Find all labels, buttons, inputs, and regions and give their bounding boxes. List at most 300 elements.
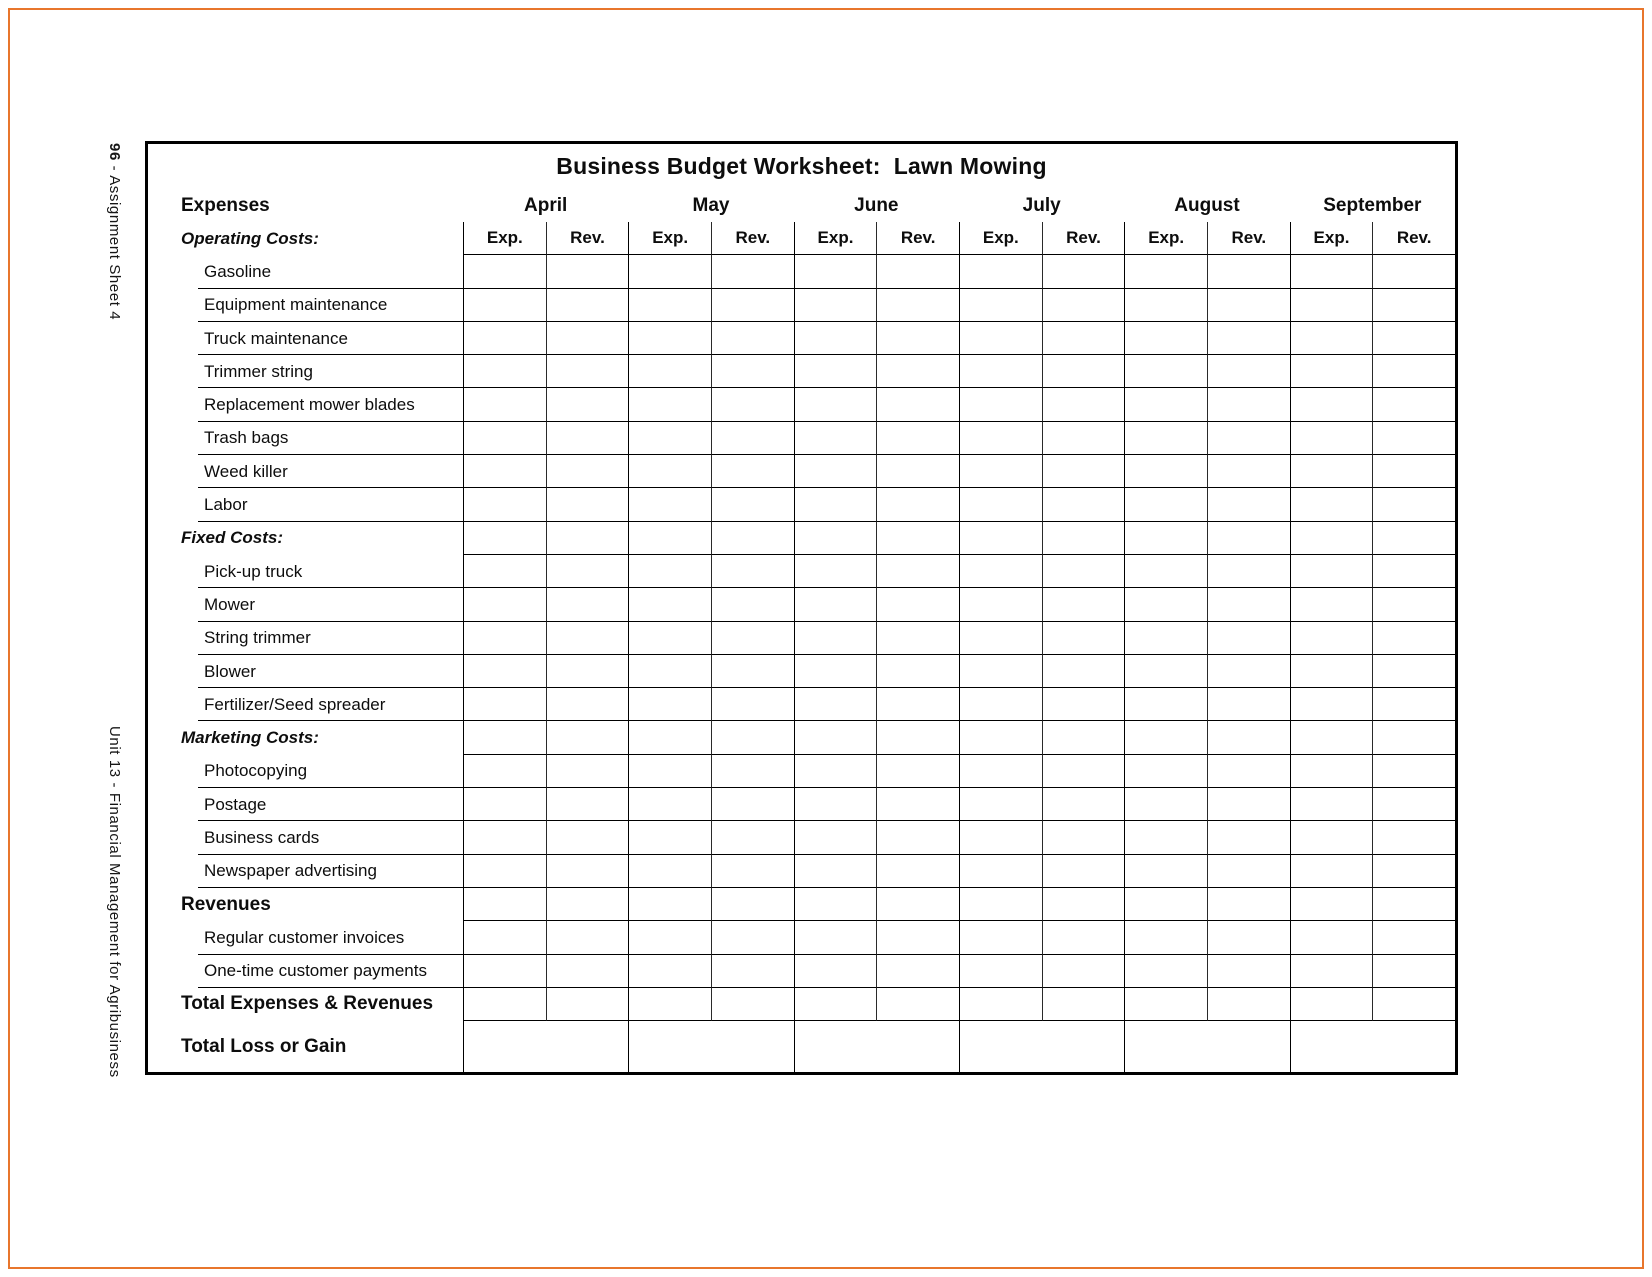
worksheet-cell bbox=[546, 788, 629, 821]
worksheet-cell bbox=[1372, 688, 1455, 721]
worksheet-cell bbox=[876, 955, 959, 988]
worksheet-cell bbox=[876, 755, 959, 788]
worksheet-row bbox=[148, 988, 1455, 1021]
worksheet-cell bbox=[711, 888, 794, 921]
worksheet-cell bbox=[628, 289, 711, 322]
worksheet-cell bbox=[1372, 622, 1455, 655]
worksheet-cell bbox=[1042, 588, 1125, 621]
row-label bbox=[148, 588, 463, 621]
row-label-text: Truck maintenance bbox=[204, 328, 348, 348]
worksheet-cell bbox=[1372, 788, 1455, 821]
worksheet-cell bbox=[1290, 788, 1373, 821]
worksheet-cell bbox=[959, 821, 1042, 854]
worksheet-cell bbox=[1042, 555, 1125, 588]
worksheet-cell bbox=[546, 888, 629, 921]
worksheet-cell bbox=[1207, 721, 1290, 754]
worksheet-cell bbox=[711, 422, 794, 455]
worksheet-cell bbox=[1290, 921, 1373, 954]
worksheet-cell bbox=[628, 522, 711, 555]
worksheet-cell bbox=[1042, 355, 1125, 388]
exp-column-header: Exp. bbox=[628, 222, 711, 255]
worksheet-cell bbox=[1124, 422, 1207, 455]
worksheet-cell bbox=[794, 555, 877, 588]
worksheet-cell bbox=[463, 1021, 546, 1072]
row-label bbox=[148, 555, 463, 588]
worksheet-cell bbox=[1372, 1021, 1455, 1072]
exp-column-header: Exp. bbox=[463, 222, 546, 255]
rev-column-header: Rev. bbox=[1207, 222, 1290, 255]
row-label-text: Revenues bbox=[181, 893, 271, 915]
worksheet-cell bbox=[628, 455, 711, 488]
worksheet-cell bbox=[794, 655, 877, 688]
worksheet-cell bbox=[876, 888, 959, 921]
worksheet-cell bbox=[1290, 255, 1373, 288]
worksheet-row bbox=[148, 855, 1455, 888]
worksheet-cell bbox=[628, 821, 711, 854]
worksheet-cell bbox=[1207, 555, 1290, 588]
worksheet-cell bbox=[959, 955, 1042, 988]
worksheet-cell bbox=[1207, 821, 1290, 854]
worksheet-cell bbox=[794, 622, 877, 655]
worksheet-cell bbox=[711, 555, 794, 588]
worksheet-cell bbox=[794, 255, 877, 288]
worksheet-cell bbox=[1124, 455, 1207, 488]
worksheet-cell bbox=[1124, 488, 1207, 521]
worksheet-cell bbox=[1042, 488, 1125, 521]
row-label-text: Labor bbox=[204, 495, 248, 515]
worksheet-cell bbox=[1372, 588, 1455, 621]
row-label-text: Trash bags bbox=[204, 428, 289, 448]
worksheet-cell bbox=[546, 721, 629, 754]
worksheet-cell bbox=[1124, 388, 1207, 421]
worksheet-cell bbox=[1207, 255, 1290, 288]
worksheet-cell bbox=[794, 322, 877, 355]
row-label-text: Pick-up truck bbox=[204, 561, 303, 581]
worksheet-cell bbox=[1042, 955, 1125, 988]
worksheet-cell bbox=[1372, 721, 1455, 754]
worksheet-cell bbox=[711, 255, 794, 288]
worksheet-cell bbox=[1207, 788, 1290, 821]
worksheet-cell bbox=[959, 788, 1042, 821]
row-label-text: Total Expenses & Revenues bbox=[181, 993, 434, 1015]
worksheet-cell bbox=[711, 1021, 794, 1072]
worksheet-cell bbox=[959, 588, 1042, 621]
worksheet-cell bbox=[876, 322, 959, 355]
worksheet-cell bbox=[959, 1021, 1042, 1072]
worksheet-cell bbox=[1207, 622, 1290, 655]
worksheet-cell bbox=[1042, 888, 1125, 921]
worksheet-cell bbox=[1124, 655, 1207, 688]
worksheet-cell bbox=[1372, 855, 1455, 888]
worksheet-cell bbox=[1290, 888, 1373, 921]
worksheet-cell bbox=[711, 788, 794, 821]
worksheet-cell bbox=[959, 488, 1042, 521]
rev-column-header: Rev. bbox=[1372, 222, 1455, 255]
worksheet-cell bbox=[1207, 1021, 1290, 1072]
worksheet-cell bbox=[1290, 688, 1373, 721]
worksheet-cell bbox=[1290, 721, 1373, 754]
worksheet-cell bbox=[794, 955, 877, 988]
worksheet-cell bbox=[1124, 688, 1207, 721]
worksheet-row bbox=[148, 755, 1455, 788]
worksheet-cell bbox=[959, 388, 1042, 421]
worksheet-cell bbox=[1372, 821, 1455, 854]
row-label bbox=[148, 255, 463, 288]
worksheet-cell bbox=[1042, 455, 1125, 488]
worksheet-cell bbox=[711, 821, 794, 854]
worksheet-cell bbox=[876, 721, 959, 754]
row-label-text: Marketing Costs: bbox=[181, 728, 319, 748]
expenses-column-header: Expenses bbox=[181, 194, 270, 216]
worksheet-cell bbox=[1042, 322, 1125, 355]
row-label bbox=[148, 755, 463, 788]
worksheet-cell bbox=[794, 721, 877, 754]
worksheet-cell bbox=[463, 322, 546, 355]
worksheet-cell bbox=[876, 821, 959, 854]
worksheet-row bbox=[148, 488, 1455, 521]
worksheet-cell bbox=[1124, 255, 1207, 288]
worksheet-cell bbox=[1372, 921, 1455, 954]
worksheet-cell bbox=[1290, 488, 1373, 521]
worksheet-cell bbox=[959, 522, 1042, 555]
row-label-text: Equipment maintenance bbox=[204, 295, 388, 315]
worksheet-cell bbox=[711, 588, 794, 621]
worksheet-cell bbox=[794, 855, 877, 888]
worksheet-cell bbox=[711, 955, 794, 988]
row-label bbox=[148, 788, 463, 821]
worksheet-cell bbox=[546, 821, 629, 854]
worksheet-cell bbox=[711, 322, 794, 355]
month-header-june: June bbox=[854, 194, 899, 216]
worksheet-cell bbox=[628, 355, 711, 388]
worksheet-cell bbox=[628, 422, 711, 455]
worksheet-cell bbox=[794, 388, 877, 421]
worksheet-cell bbox=[794, 788, 877, 821]
worksheet-cell bbox=[959, 921, 1042, 954]
worksheet-cell bbox=[628, 1021, 711, 1072]
worksheet-cell bbox=[711, 488, 794, 521]
worksheet-cell bbox=[463, 622, 546, 655]
worksheet-cell bbox=[546, 988, 629, 1021]
row-label bbox=[148, 921, 463, 954]
worksheet-cell bbox=[876, 855, 959, 888]
worksheet-cell bbox=[628, 855, 711, 888]
worksheet-cell bbox=[628, 788, 711, 821]
worksheet-cell bbox=[1207, 988, 1290, 1021]
worksheet-cell bbox=[959, 655, 1042, 688]
worksheet-cell bbox=[794, 821, 877, 854]
worksheet-cell bbox=[546, 655, 629, 688]
month-header-row bbox=[148, 189, 1455, 222]
worksheet-cell bbox=[959, 755, 1042, 788]
worksheet-cell bbox=[1207, 688, 1290, 721]
worksheet-cell bbox=[794, 755, 877, 788]
worksheet-cell bbox=[1124, 855, 1207, 888]
worksheet-cell bbox=[1124, 355, 1207, 388]
worksheet-cell bbox=[463, 655, 546, 688]
row-label-text: Fertilizer/Seed spreader bbox=[204, 694, 386, 714]
row-label bbox=[148, 522, 463, 555]
worksheet-cell bbox=[463, 422, 546, 455]
worksheet-cell bbox=[959, 721, 1042, 754]
worksheet-row bbox=[148, 388, 1455, 421]
row-label bbox=[148, 855, 463, 888]
worksheet-cell bbox=[1042, 1021, 1125, 1072]
worksheet-cell bbox=[1042, 921, 1125, 954]
worksheet-cell bbox=[628, 755, 711, 788]
worksheet-row bbox=[148, 555, 1455, 588]
worksheet-cell bbox=[546, 921, 629, 954]
worksheet-cell bbox=[546, 255, 629, 288]
worksheet-cell bbox=[628, 388, 711, 421]
worksheet-cell bbox=[1207, 488, 1290, 521]
worksheet-cell bbox=[628, 488, 711, 521]
worksheet-cell bbox=[876, 488, 959, 521]
worksheet-cell bbox=[711, 522, 794, 555]
worksheet-cell bbox=[1372, 455, 1455, 488]
worksheet-cell bbox=[463, 488, 546, 521]
worksheet-cell bbox=[628, 921, 711, 954]
row-label bbox=[148, 422, 463, 455]
worksheet-cell bbox=[463, 821, 546, 854]
worksheet-cell bbox=[463, 255, 546, 288]
worksheet-cell bbox=[1290, 355, 1373, 388]
worksheet-cell bbox=[463, 788, 546, 821]
worksheet-row bbox=[148, 322, 1455, 355]
worksheet-cell bbox=[794, 1021, 877, 1072]
worksheet-cell bbox=[546, 289, 629, 322]
worksheet-cell bbox=[711, 721, 794, 754]
worksheet-cell bbox=[794, 988, 877, 1021]
worksheet-cell bbox=[711, 688, 794, 721]
worksheet-cell bbox=[1042, 855, 1125, 888]
page-number: 96 bbox=[106, 143, 123, 161]
worksheet-cell bbox=[546, 1021, 629, 1072]
row-label bbox=[148, 355, 463, 388]
worksheet-cell bbox=[1372, 322, 1455, 355]
worksheet-row bbox=[148, 955, 1455, 988]
worksheet-cell bbox=[876, 289, 959, 322]
worksheet-cell bbox=[794, 289, 877, 322]
worksheet-cell bbox=[463, 955, 546, 988]
row-label-text: Total Loss or Gain bbox=[181, 1035, 347, 1057]
worksheet-cell bbox=[876, 622, 959, 655]
worksheet-cell bbox=[794, 688, 877, 721]
worksheet-row bbox=[148, 821, 1455, 854]
worksheet-cell bbox=[546, 322, 629, 355]
worksheet-title: Business Budget Worksheet: Lawn Mowing bbox=[556, 153, 1047, 179]
worksheet-cell bbox=[628, 622, 711, 655]
worksheet-row bbox=[148, 222, 1455, 255]
month-header-august: August bbox=[1174, 194, 1240, 216]
worksheet-row bbox=[148, 1021, 1455, 1072]
worksheet-cell bbox=[1372, 955, 1455, 988]
worksheet-cell bbox=[628, 955, 711, 988]
worksheet-cell bbox=[463, 755, 546, 788]
worksheet-cell bbox=[1042, 655, 1125, 688]
row-label bbox=[148, 688, 463, 721]
worksheet-cell bbox=[711, 289, 794, 322]
worksheet-cell bbox=[1290, 555, 1373, 588]
worksheet-cell bbox=[628, 988, 711, 1021]
row-label bbox=[148, 655, 463, 688]
worksheet-cell bbox=[711, 755, 794, 788]
worksheet-row bbox=[148, 588, 1455, 621]
worksheet-cell bbox=[1124, 921, 1207, 954]
row-label-text: Operating Costs: bbox=[181, 228, 319, 248]
worksheet-cell bbox=[1124, 788, 1207, 821]
worksheet-cell bbox=[1372, 522, 1455, 555]
worksheet-cell bbox=[1124, 755, 1207, 788]
worksheet-cell bbox=[876, 921, 959, 954]
worksheet-row bbox=[148, 455, 1455, 488]
worksheet-cell bbox=[959, 688, 1042, 721]
worksheet-cell bbox=[794, 888, 877, 921]
worksheet-cell bbox=[876, 688, 959, 721]
worksheet-cell bbox=[1290, 1021, 1373, 1072]
row-label-text: Regular customer invoices bbox=[204, 927, 405, 947]
worksheet-row bbox=[148, 255, 1455, 288]
budget-worksheet-table bbox=[145, 141, 1458, 1075]
worksheet-cell bbox=[463, 888, 546, 921]
worksheet-cell bbox=[1207, 921, 1290, 954]
worksheet-row bbox=[148, 622, 1455, 655]
worksheet-cell bbox=[1207, 588, 1290, 621]
worksheet-cell bbox=[1207, 855, 1290, 888]
row-label-text: Fixed Costs: bbox=[181, 528, 284, 548]
worksheet-cell bbox=[794, 588, 877, 621]
worksheet-cell bbox=[711, 655, 794, 688]
worksheet-cell bbox=[463, 388, 546, 421]
row-label-text: Weed killer bbox=[204, 461, 288, 481]
worksheet-cell bbox=[1124, 555, 1207, 588]
worksheet-cell bbox=[876, 388, 959, 421]
row-label-text: One-time customer payments bbox=[204, 961, 427, 981]
worksheet-cell bbox=[1124, 955, 1207, 988]
month-header-may: May bbox=[692, 194, 730, 216]
worksheet-cell bbox=[1372, 655, 1455, 688]
worksheet-cell bbox=[876, 588, 959, 621]
row-label-text: Trimmer string bbox=[204, 361, 313, 381]
worksheet-cell bbox=[463, 921, 546, 954]
worksheet-cell bbox=[1042, 422, 1125, 455]
worksheet-cell bbox=[1290, 755, 1373, 788]
worksheet-cell bbox=[628, 555, 711, 588]
worksheet-row bbox=[148, 289, 1455, 322]
worksheet-cell bbox=[463, 455, 546, 488]
row-label bbox=[148, 888, 463, 921]
worksheet-cell bbox=[546, 388, 629, 421]
worksheet-cell bbox=[1207, 322, 1290, 355]
worksheet-cell bbox=[1290, 422, 1373, 455]
worksheet-cell bbox=[1290, 322, 1373, 355]
worksheet-cell bbox=[959, 289, 1042, 322]
worksheet-cell bbox=[1372, 488, 1455, 521]
worksheet-cell bbox=[628, 688, 711, 721]
worksheet-cell bbox=[1042, 688, 1125, 721]
worksheet-cell bbox=[1290, 988, 1373, 1021]
worksheet-cell bbox=[876, 422, 959, 455]
worksheet-cell bbox=[628, 588, 711, 621]
side-label-assignment bbox=[106, 143, 123, 320]
worksheet-cell bbox=[959, 322, 1042, 355]
worksheet-cell bbox=[463, 355, 546, 388]
row-label-text: Business cards bbox=[204, 827, 320, 847]
worksheet-cell bbox=[794, 488, 877, 521]
worksheet-cell bbox=[711, 988, 794, 1021]
exp-column-header: Exp. bbox=[959, 222, 1042, 255]
row-label-text: Postage bbox=[204, 794, 267, 814]
rev-column-header: Rev. bbox=[1042, 222, 1125, 255]
worksheet-cell bbox=[1372, 255, 1455, 288]
worksheet-cell bbox=[794, 522, 877, 555]
worksheet-cell bbox=[959, 855, 1042, 888]
worksheet-cell bbox=[876, 988, 959, 1021]
month-header-april: April bbox=[524, 194, 568, 216]
worksheet-cell bbox=[1042, 988, 1125, 1021]
worksheet-cell bbox=[546, 422, 629, 455]
month-header-july: July bbox=[1022, 194, 1061, 216]
worksheet-cell bbox=[711, 921, 794, 954]
worksheet-cell bbox=[1124, 821, 1207, 854]
worksheet-cell bbox=[1290, 655, 1373, 688]
exp-column-header: Exp. bbox=[1290, 222, 1373, 255]
worksheet-cell bbox=[1207, 388, 1290, 421]
worksheet-cell bbox=[463, 855, 546, 888]
worksheet-row bbox=[148, 721, 1455, 754]
worksheet-cell bbox=[876, 788, 959, 821]
worksheet-cell bbox=[959, 255, 1042, 288]
row-label-text: Blower bbox=[204, 661, 256, 681]
row-label bbox=[148, 988, 463, 1021]
worksheet-cell bbox=[463, 289, 546, 322]
row-label bbox=[148, 622, 463, 655]
worksheet-row bbox=[148, 888, 1455, 921]
worksheet-cell bbox=[546, 522, 629, 555]
worksheet-cell bbox=[463, 522, 546, 555]
worksheet-cell bbox=[1372, 422, 1455, 455]
worksheet-cell bbox=[1290, 289, 1373, 322]
worksheet-cell bbox=[1207, 455, 1290, 488]
worksheet-cell bbox=[463, 988, 546, 1021]
worksheet-cell bbox=[1124, 588, 1207, 621]
row-label-text: Photocopying bbox=[204, 761, 308, 781]
worksheet-cell bbox=[546, 688, 629, 721]
row-label bbox=[148, 289, 463, 322]
worksheet-cell bbox=[546, 755, 629, 788]
worksheet-cell bbox=[711, 455, 794, 488]
worksheet-cell bbox=[959, 622, 1042, 655]
worksheet-cell bbox=[959, 555, 1042, 588]
worksheet-cell bbox=[876, 255, 959, 288]
worksheet-cell bbox=[959, 455, 1042, 488]
worksheet-cell bbox=[546, 622, 629, 655]
row-label bbox=[148, 222, 463, 255]
worksheet-cell bbox=[1207, 955, 1290, 988]
worksheet-cell bbox=[711, 855, 794, 888]
row-label-text: String trimmer bbox=[204, 628, 311, 648]
worksheet-cell bbox=[959, 888, 1042, 921]
worksheet-cell bbox=[959, 355, 1042, 388]
row-label bbox=[148, 455, 463, 488]
worksheet-cell bbox=[1207, 655, 1290, 688]
worksheet-cell bbox=[794, 921, 877, 954]
worksheet-cell bbox=[546, 588, 629, 621]
worksheet-cell bbox=[1124, 888, 1207, 921]
worksheet-cell bbox=[1290, 455, 1373, 488]
worksheet-cell bbox=[1124, 289, 1207, 322]
row-label-text: Mower bbox=[204, 594, 256, 614]
